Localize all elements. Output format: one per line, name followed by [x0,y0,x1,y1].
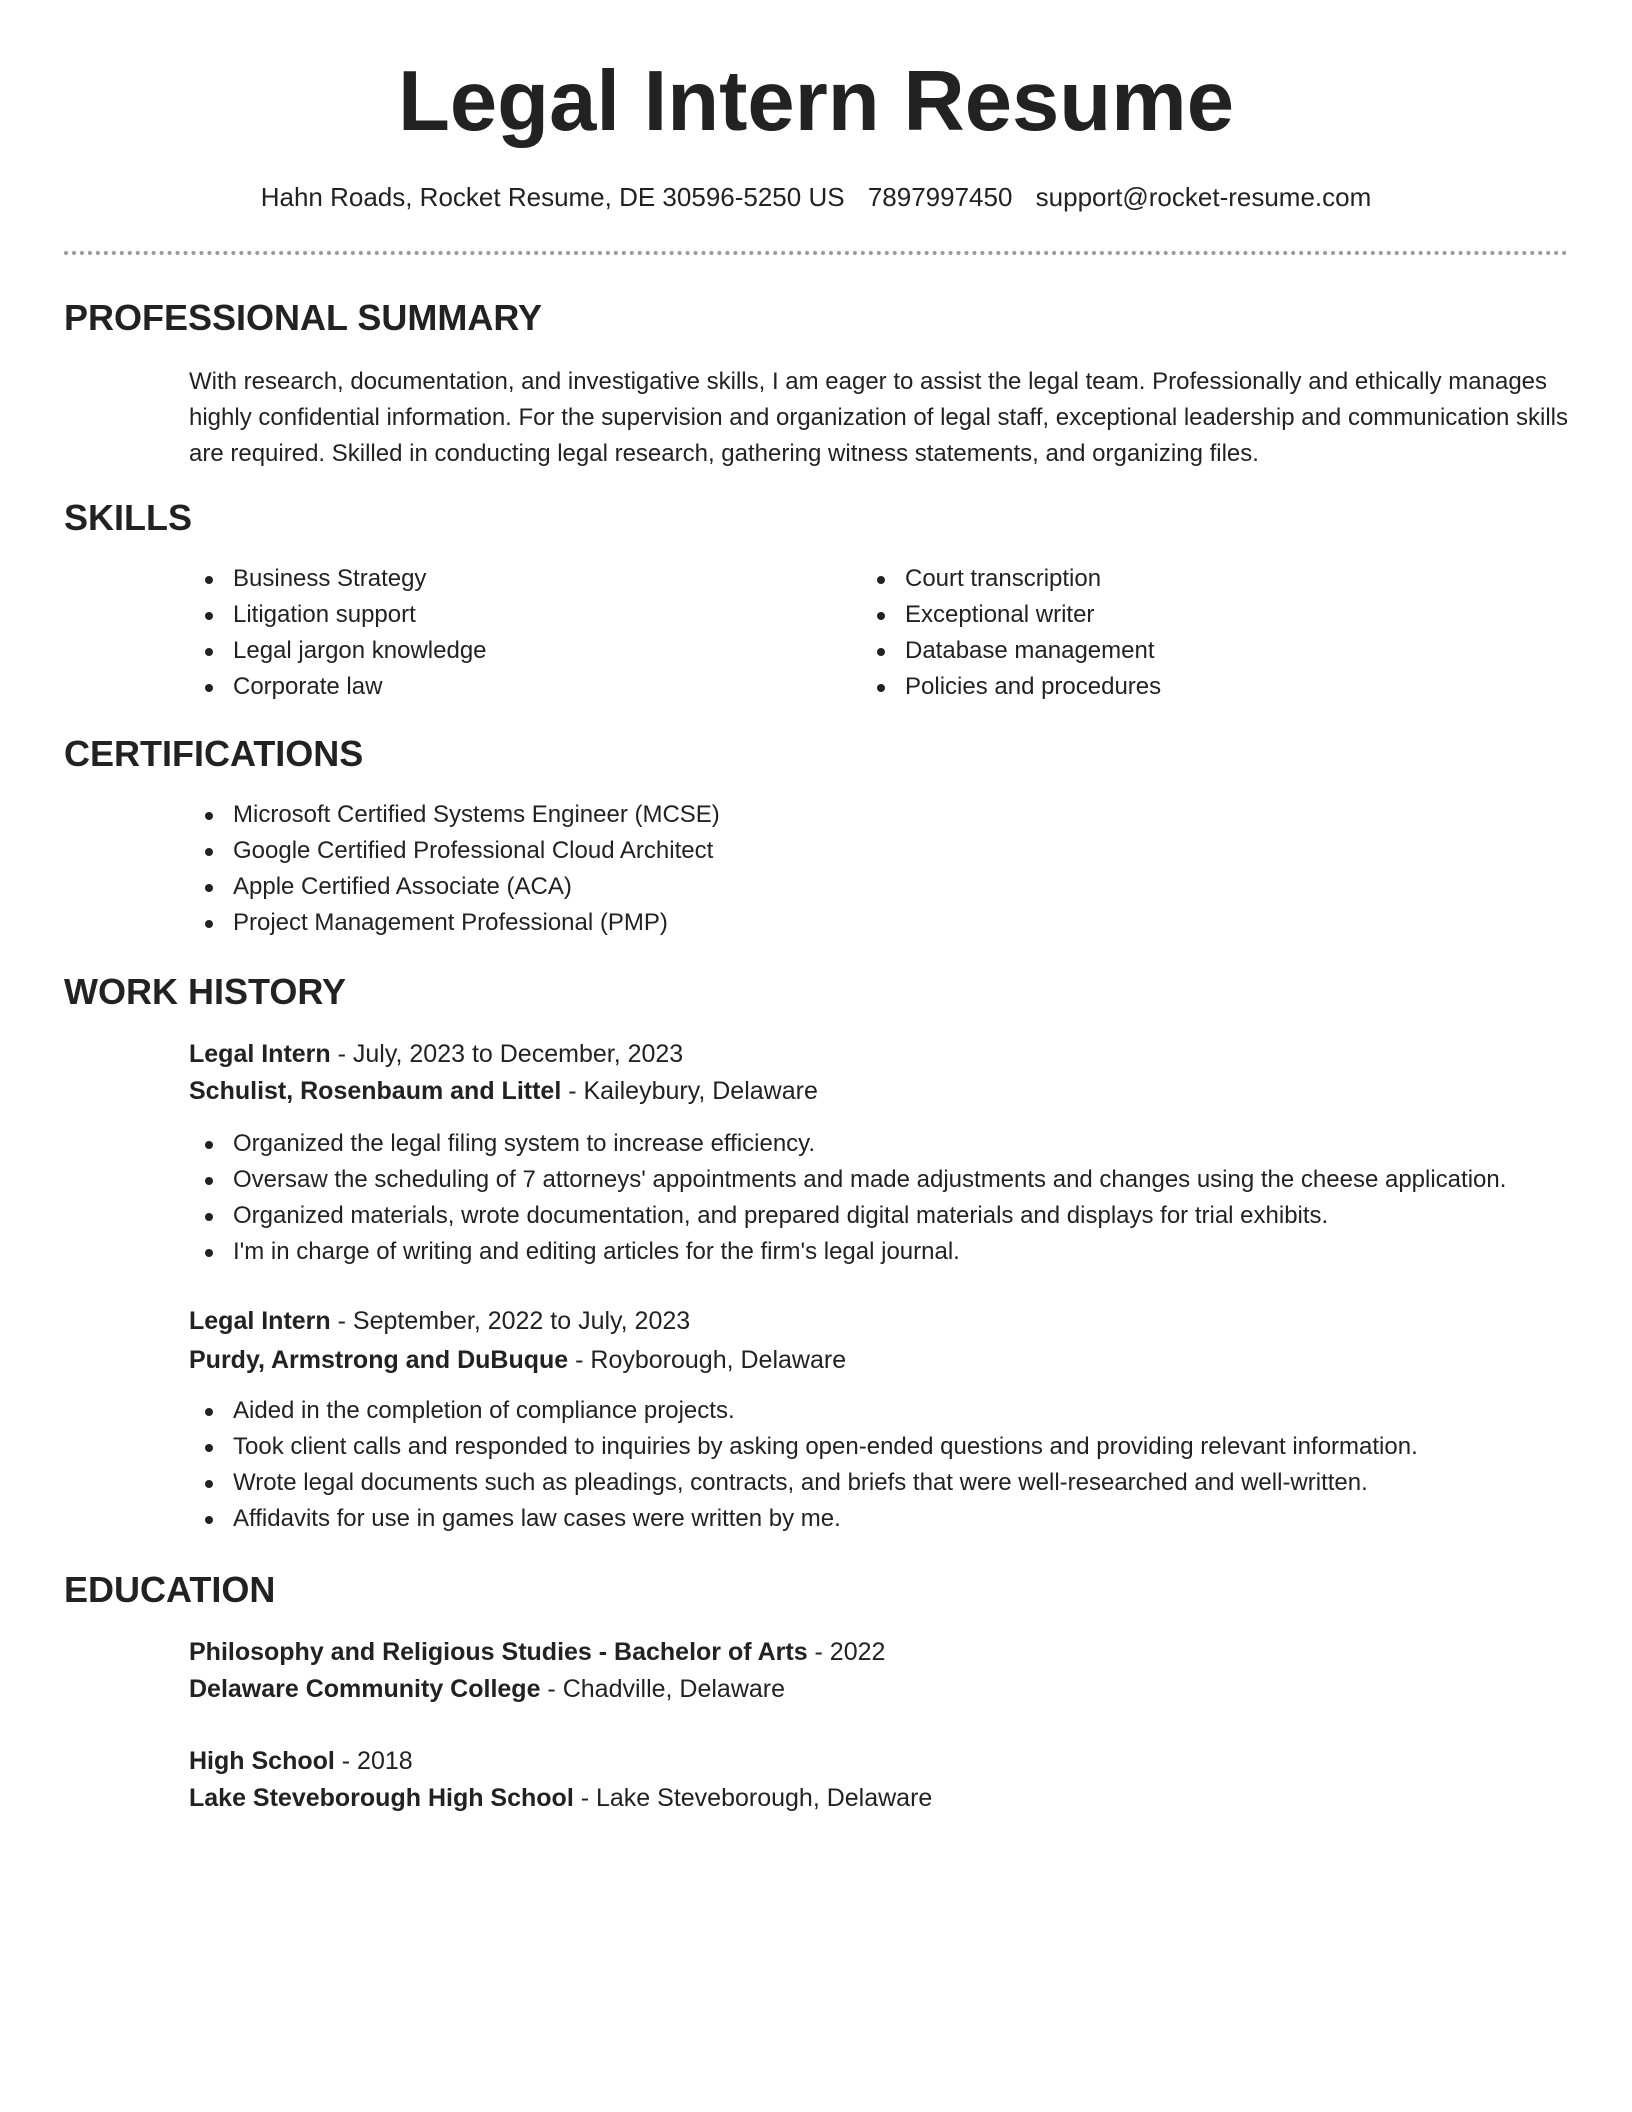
summary-heading: PROFESSIONAL SUMMARY [64,297,543,338]
contact-email: support@rocket-resume.com [1035,182,1372,212]
education-heading: EDUCATION [64,1569,276,1610]
education-school-line [189,1780,932,1816]
skill-item: Litigation support [189,597,487,633]
certification-item: Google Certified Professional Cloud Architect [189,833,720,869]
job-duty-item: Oversaw the scheduling of 7 attorneys' appointments and made adjustments and changes using the cheese application. [189,1162,1506,1198]
job-duties-list [189,1126,1506,1270]
job-duty-item: Organized materials, wrote documentation, and prepared digital materials and displays for trial exhibits. [189,1198,1506,1234]
job-title-line [189,1036,683,1072]
job-duty-item: Aided in the completion of compliance projects. [189,1393,1418,1429]
education-degree: Philosophy and Religious Studies - Bachelor of Arts [189,1638,808,1666]
education-year: - 2022 [807,1638,886,1666]
skill-item: Corporate law [189,669,487,705]
education-school: Lake Steveborough High School [189,1784,574,1812]
job-role: Legal Intern [189,1040,331,1068]
education-degree-line [189,1634,885,1670]
job-location: - Kaileybury, Delaware [561,1077,818,1105]
job-company-line [189,1342,846,1378]
skill-item: Policies and procedures [861,669,1161,705]
resume-title: Legal Intern Resume [397,54,1235,149]
skill-item: Business Strategy [189,561,487,597]
job-duty-item: Took client calls and responded to inquiries by asking open-ended questions and providing relevant information. [189,1429,1418,1465]
job-duty-item: I'm in charge of writing and editing articles for the firm's legal journal. [189,1234,1506,1270]
skill-item: Legal jargon knowledge [189,633,487,669]
skills-list-left [189,561,487,705]
education-year: - 2018 [334,1747,413,1775]
skill-item: Court transcription [861,561,1161,597]
certification-item: Microsoft Certified Systems Engineer (MCSE) [189,797,720,833]
job-company-line [189,1073,818,1109]
certifications-list [189,797,720,941]
skill-item: Exceptional writer [861,597,1161,633]
job-company: Purdy, Armstrong and DuBuque [189,1346,569,1374]
job-role: Legal Intern [189,1307,331,1335]
header-divider [64,251,1568,255]
skills-list-right [861,561,1161,705]
job-location: - Royborough, Delaware [568,1346,847,1374]
certifications-heading: CERTIFICATIONS [64,733,364,774]
contact-address: Hahn Roads, Rocket Resume, DE 30596-5250 US [260,182,845,212]
skills-heading: SKILLS [64,497,193,538]
job-dates: - September, 2022 to July, 2023 [330,1307,691,1335]
summary-text: With research, documentation, and investigative skills, I am eager to assist the legal team. Professionally and ethically manages highly confidential information. For the supervision and organization of legal staff, exceptional leadership and communication skills are required. Skilled in conducting legal research, gathering witness statements, and organizing files. [189,368,1569,467]
job-duty-item: Affidavits for use in games law cases were written by me. [189,1501,1418,1537]
education-location: - Lake Steveborough, Delaware [573,1784,933,1812]
job-title-line [189,1303,690,1339]
job-dates: - July, 2023 to December, 2023 [330,1040,684,1068]
education-school: Delaware Community College [189,1675,541,1703]
job-duty-item: Wrote legal documents such as pleadings, contracts, and briefs that were well-researched and well-written. [189,1465,1418,1501]
job-duties-list [189,1393,1418,1537]
education-school-line [189,1671,785,1707]
contact-line [0,180,1632,214]
certification-item: Project Management Professional (PMP) [189,905,720,941]
job-company: Schulist, Rosenbaum and Littel [189,1077,562,1105]
contact-phone: 7897997450 [867,182,1013,212]
education-degree: High School [189,1747,335,1775]
skill-item: Database management [861,633,1161,669]
education-location: - Chadville, Delaware [540,1675,786,1703]
education-degree-line [189,1743,413,1779]
job-duty-item: Organized the legal filing system to increase efficiency. [189,1126,1506,1162]
work-history-heading: WORK HISTORY [64,971,347,1012]
certification-item: Apple Certified Associate (ACA) [189,869,720,905]
